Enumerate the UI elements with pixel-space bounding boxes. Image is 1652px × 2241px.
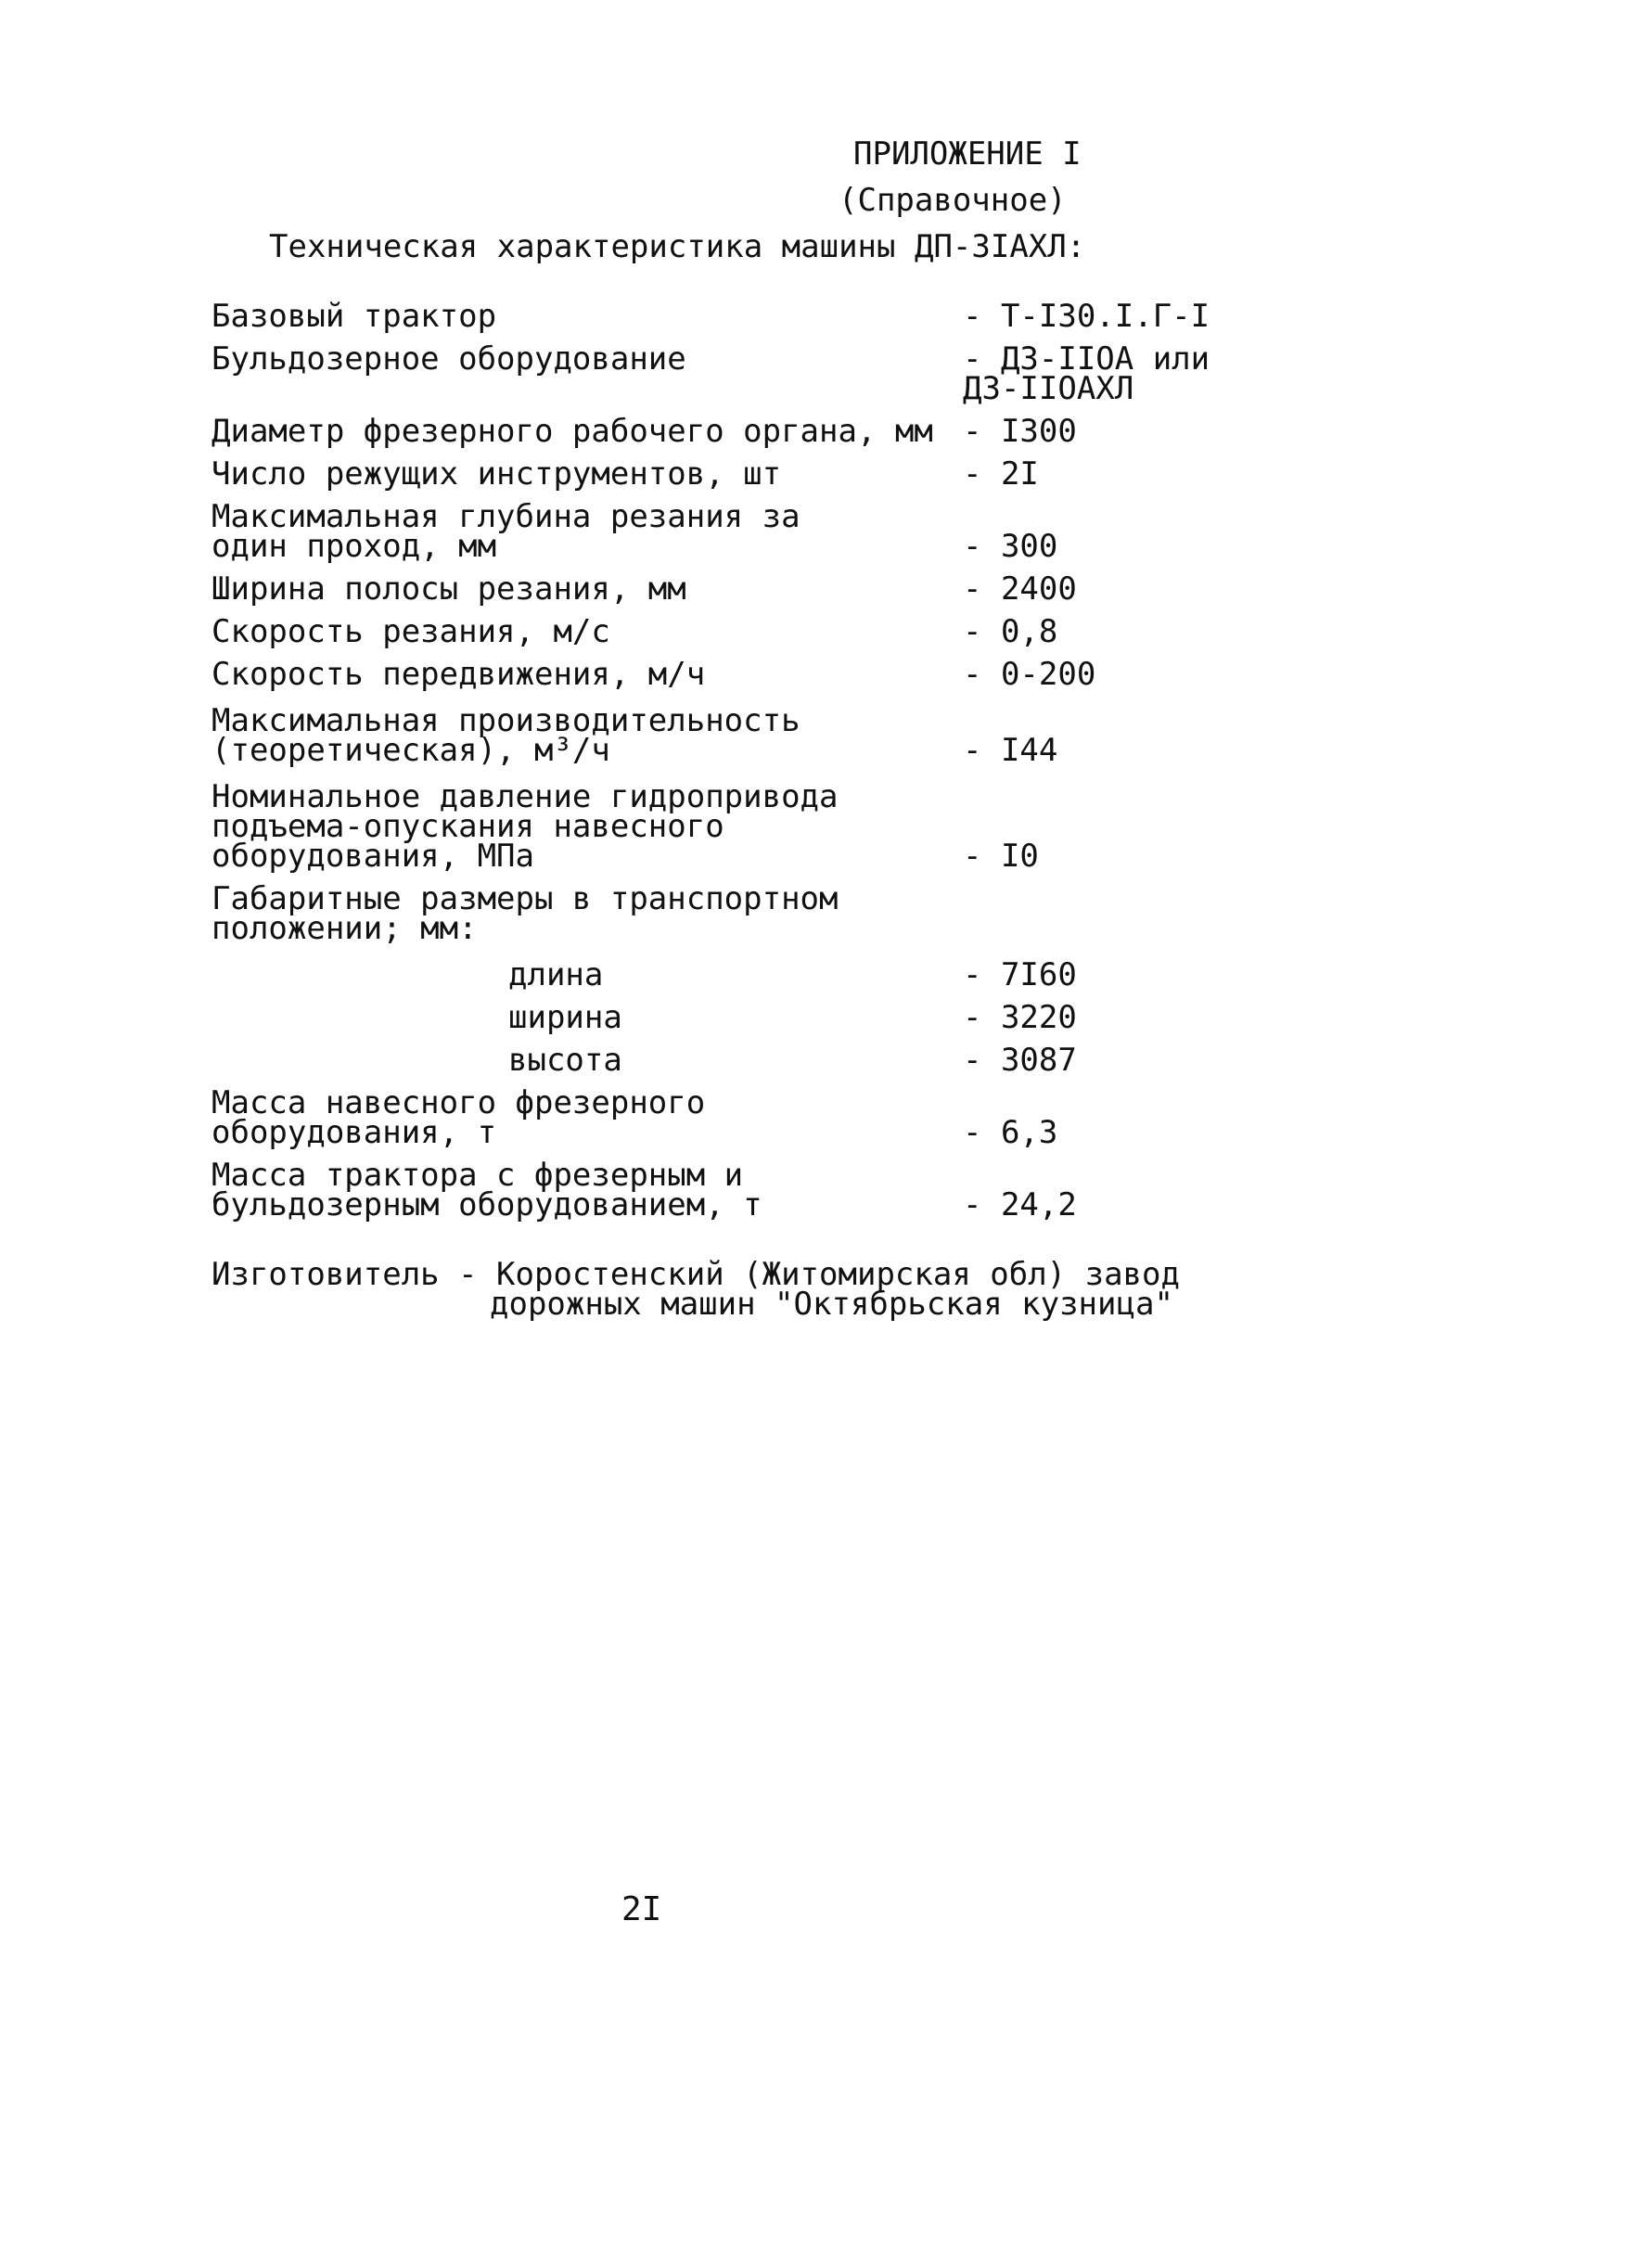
spec-label: длина	[508, 956, 604, 993]
spec-label: Масса трактора с фрезерным и бульдозерным оборудованием, т	[211, 1157, 762, 1223]
spec-value: - I300	[963, 413, 1077, 450]
spec-row	[211, 298, 1232, 335]
spec-value: - 7I60	[963, 956, 1077, 993]
spec-row	[211, 498, 1232, 565]
spec-value: - Т-I30.I.Г-I	[963, 298, 1210, 335]
spec-value: - 0-200	[963, 656, 1096, 693]
spec-row-dimension	[211, 1042, 1232, 1079]
manufacturer-note	[211, 1256, 1180, 1323]
spec-row	[211, 455, 1232, 493]
spec-row	[211, 880, 1232, 947]
spec-row	[211, 1084, 1232, 1151]
spec-label: ширина	[508, 999, 622, 1036]
spec-label: Максимальная производительность (теоретическая), м³/ч	[211, 702, 800, 769]
spec-list	[211, 298, 1232, 1223]
spec-label: Диаметр фрезерного рабочего органа, мм	[211, 413, 933, 450]
spec-label: Максимальная глубина резания за один проход, мм	[211, 498, 800, 565]
spec-row	[211, 613, 1232, 650]
spec-label: Базовый трактор	[211, 298, 497, 335]
spec-label: Ширина полосы резания, мм	[211, 570, 686, 608]
spec-value: - 6,3	[963, 1114, 1058, 1151]
spec-row	[211, 702, 1232, 769]
spec-value: - 24,2	[963, 1186, 1077, 1223]
manufacturer-line-1: Изготовитель - Коростенский (Житомирская обл) завод	[211, 1256, 1180, 1293]
spec-row	[211, 340, 1232, 407]
manufacturer-line-2: дорожных машин "Октябрьская кузница"	[490, 1286, 1173, 1323]
spec-value: - ДЗ-IIОА или ДЗ-IIОАХЛ	[963, 340, 1210, 407]
spec-label: высота	[508, 1042, 622, 1079]
page-number: 2I	[621, 1890, 662, 1928]
document-heading: Техническая характеристика машины ДП-3IАХЛ:	[269, 228, 1086, 265]
spec-value: - 3087	[963, 1042, 1077, 1079]
spec-value: - 300	[963, 528, 1058, 565]
spec-row	[211, 1157, 1232, 1223]
spec-row-dimension	[211, 999, 1232, 1036]
spec-label: Число режущих инструментов, шт	[211, 455, 782, 493]
spec-row	[211, 570, 1232, 608]
spec-label: Скорость передвижения, м/ч	[211, 656, 706, 693]
spec-value: - I44	[963, 732, 1058, 769]
spec-row	[211, 413, 1232, 450]
spec-row	[211, 778, 1232, 875]
spec-label: Габаритные размеры в транспортном положении; мм:	[211, 880, 839, 947]
spec-value: - 2I	[963, 455, 1039, 493]
spec-row-dimension	[211, 956, 1232, 993]
spec-label: Скорость резания, м/с	[211, 613, 610, 650]
spec-row	[211, 656, 1232, 693]
annex-subtitle: (Справочное)	[839, 182, 1067, 219]
annex-title: ПРИЛОЖЕНИЕ I	[853, 135, 1082, 173]
spec-value: - I0	[963, 838, 1039, 875]
spec-label: Номинальное давление гидропривода подъема-опускания навесного оборудования, МПа	[211, 778, 839, 875]
spec-label: Масса навесного фрезерного оборудования, т	[211, 1084, 706, 1151]
spec-value: - 0,8	[963, 613, 1058, 650]
spec-value: - 2400	[963, 570, 1077, 608]
spec-label: Бульдозерное оборудование	[211, 340, 686, 378]
spec-value: - 3220	[963, 999, 1077, 1036]
